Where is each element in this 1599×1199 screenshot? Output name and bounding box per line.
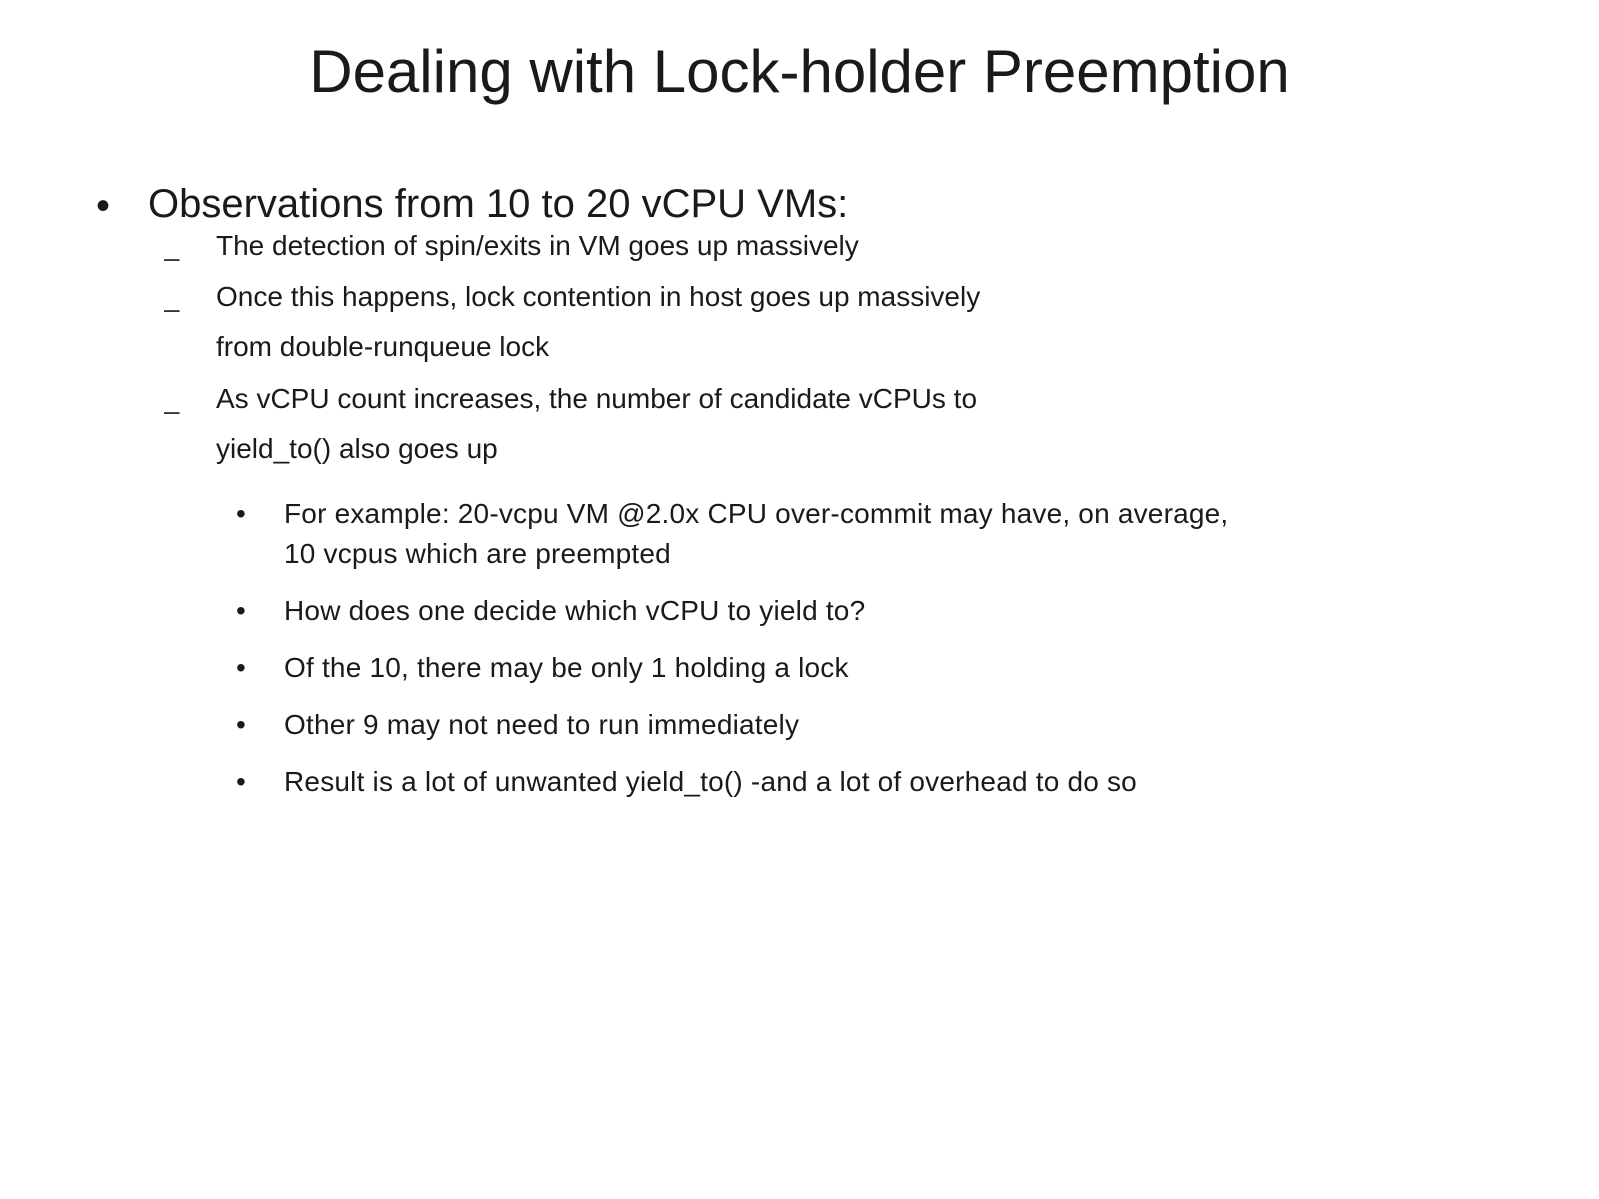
bullet-marker: • (96, 184, 111, 228)
dash-marker: – (164, 395, 180, 426)
subsubbullet-holding (0, 647, 1599, 691)
bullet-marker: • (236, 709, 247, 740)
subsubbullet-result (0, 761, 1599, 805)
subsubbullet-text: Of the 10, there may be only 1 holding a lock (284, 652, 849, 683)
dash-marker: – (164, 293, 180, 324)
subsubbullet-text: Result is a lot of unwanted yield_to() -and a lot of overhead to do so (284, 766, 1137, 797)
slide-title: Dealing with Lock-holder Preemption (309, 38, 1290, 105)
dash-marker: – (164, 242, 180, 273)
subbullet-text-line1: Once this happens, lock contention in host goes up massively (216, 281, 981, 312)
subsubbullet-text-line2: 10 vcpus which are preempted (284, 538, 671, 569)
subbullet-text: The detection of spin/exits in VM goes up massively (216, 230, 859, 261)
bullet-marker: • (236, 595, 247, 626)
bullet-observations (0, 178, 1599, 234)
subbullet-vcpu-increase (0, 385, 1599, 489)
subsubbullet-example (0, 493, 1599, 577)
subsubbullet-others (0, 704, 1599, 748)
subsubbullet-text: Other 9 may not need to run immediately (284, 709, 800, 740)
subbullet-contention (0, 283, 1599, 387)
subbullet-text-line1: As vCPU count increases, the number of candidate vCPUs to (216, 383, 978, 414)
bullet-marker: • (236, 652, 247, 683)
bullet-marker: • (236, 766, 247, 797)
subbullet-text-line2: from double-runqueue lock (216, 331, 550, 362)
bullet-text: Observations from 10 to 20 vCPU VMs: (148, 182, 849, 226)
subsubbullet-decide (0, 590, 1599, 634)
subsubbullet-text: How does one decide which vCPU to yield to? (284, 595, 866, 626)
subsubbullet-text-line1: For example: 20-vcpu VM @2.0x CPU over-commit may have, on average, (284, 498, 1229, 529)
subbullet-detection (0, 232, 1599, 284)
subbullet-text-line2: yield_to() also goes up (216, 433, 498, 464)
bullet-marker: • (236, 498, 247, 529)
